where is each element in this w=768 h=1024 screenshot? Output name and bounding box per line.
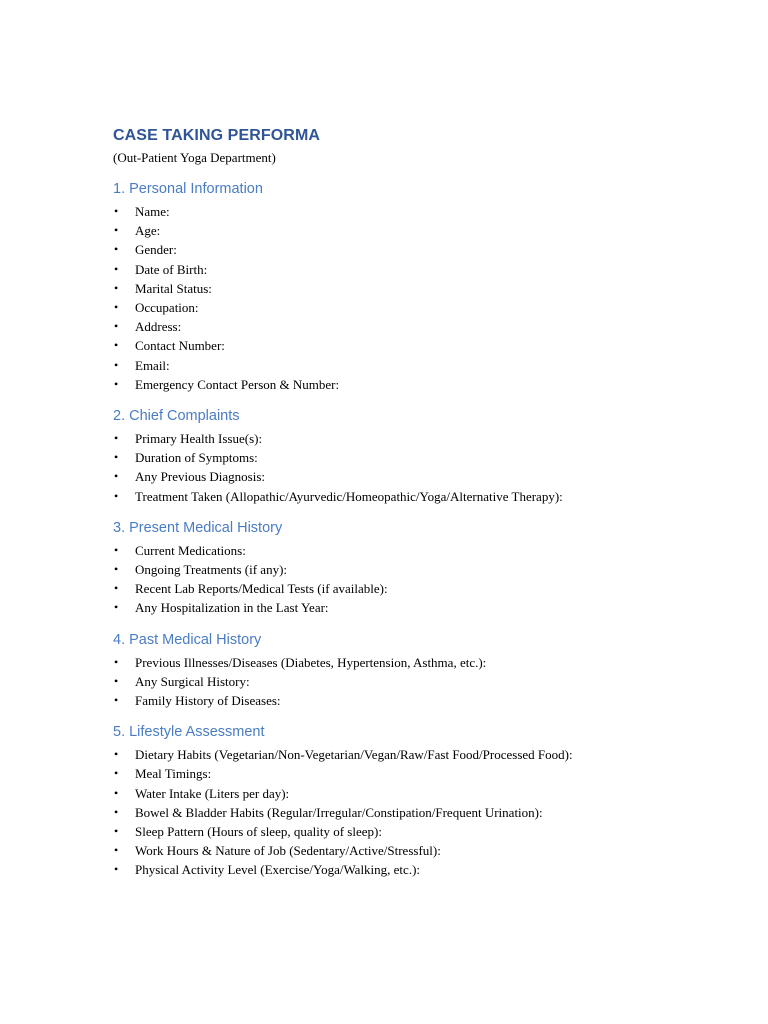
list-item: [113, 803, 713, 822]
list-item-label: Recent Lab Reports/Medical Tests (if available):: [135, 581, 388, 597]
section: [113, 406, 713, 506]
bullet-icon: •: [114, 673, 119, 688]
list-item: [113, 598, 713, 617]
list-item-label: Current Medications:: [135, 542, 246, 558]
bullet-icon: •: [114, 804, 119, 819]
bullet-icon: •: [114, 431, 119, 446]
bullet-icon: •: [114, 319, 119, 334]
bullet-icon: •: [114, 600, 119, 615]
list-item-label: Dietary Habits (Vegetarian/Non-Vegetarian/Vegan/Raw/Fast Food/Processed Food):: [135, 747, 573, 763]
list-item: [113, 467, 713, 486]
list-item: [113, 745, 713, 764]
list-item: [113, 317, 713, 336]
list-item: [113, 240, 713, 259]
list-item-label: Occupation:: [135, 300, 199, 316]
section-heading: 1. Personal Information: [113, 181, 263, 197]
list-item-label: Contact Number:: [135, 338, 225, 354]
bullet-icon: •: [114, 488, 119, 503]
bullet-icon: •: [114, 542, 119, 557]
bullet-icon: •: [114, 766, 119, 781]
list-item-label: Treatment Taken (Allopathic/Ayurvedic/Homeopathic/Yoga/Alternative Therapy):: [135, 488, 563, 504]
list-item: [113, 653, 713, 672]
bullet-icon: •: [114, 785, 119, 800]
document-title: CASE TAKING PERFORMA: [113, 127, 321, 144]
list-item: [113, 691, 713, 710]
list-item: [113, 356, 713, 375]
bullet-list: [113, 653, 713, 711]
list-item-label: Marital Status:: [135, 280, 212, 296]
list-item: [113, 260, 713, 279]
bullet-icon: •: [114, 562, 119, 577]
section-heading: 4. Past Medical History: [113, 631, 262, 648]
list-item-label: Any Surgical History:: [135, 673, 250, 689]
section: [113, 630, 713, 711]
bullet-icon: •: [114, 654, 119, 669]
list-item: [113, 764, 713, 783]
list-item: [113, 560, 713, 579]
bullet-icon: •: [114, 338, 119, 353]
list-item-label: Work Hours & Nature of Job (Sedentary/Active/Stressful):: [135, 843, 441, 859]
sections-container: [113, 179, 713, 880]
bullet-icon: •: [114, 843, 119, 858]
list-item-label: Previous Illnesses/Diseases (Diabetes, Hypertension, Asthma, etc.):: [135, 654, 487, 670]
bullet-icon: •: [114, 242, 119, 257]
list-item-label: Date of Birth:: [135, 261, 208, 277]
bullet-icon: •: [114, 204, 119, 218]
list-item: [113, 860, 713, 879]
section: [113, 179, 713, 394]
list-item: [113, 541, 713, 560]
list-item-label: Duration of Symptoms:: [135, 450, 258, 466]
bullet-icon: •: [114, 824, 119, 839]
bullet-list: [113, 202, 713, 394]
bullet-icon: •: [114, 581, 119, 596]
document-content: [113, 125, 713, 880]
list-item-label: Physical Activity Level (Exercise/Yoga/Walking, etc.):: [135, 862, 421, 878]
section-heading: 2. Chief Complaints: [113, 408, 240, 425]
section-heading: 3. Present Medical History: [113, 519, 283, 536]
bullet-icon: •: [114, 747, 119, 762]
list-item: [113, 487, 713, 506]
list-item-label: Ongoing Treatments (if any):: [135, 562, 288, 578]
bullet-icon: •: [114, 450, 119, 465]
list-item-label: Family History of Diseases:: [135, 693, 281, 709]
list-item: [113, 822, 713, 841]
list-item: [113, 221, 713, 240]
bullet-icon: •: [114, 469, 119, 484]
bullet-icon: •: [114, 223, 119, 238]
bullet-icon: •: [114, 357, 119, 372]
list-item-label: Age:: [135, 223, 161, 239]
bullet-icon: •: [114, 300, 119, 315]
section: [113, 518, 713, 618]
section: [113, 722, 713, 879]
list-item: [113, 672, 713, 691]
bullet-icon: •: [114, 693, 119, 708]
list-item-label: Any Hospitalization in the Last Year:: [135, 600, 329, 616]
section-heading: 5. Lifestyle Assessment: [113, 724, 265, 741]
bullet-list: [113, 429, 713, 506]
list-item-label: Water Intake (Liters per day):: [135, 785, 290, 801]
list-item: [113, 298, 713, 317]
list-item-label: Meal Timings:: [135, 766, 212, 782]
bullet-icon: •: [114, 261, 119, 276]
bullet-icon: •: [114, 280, 119, 295]
bullet-icon: •: [114, 862, 119, 877]
list-item-label: Gender:: [135, 242, 177, 258]
list-item-label: Bowel & Bladder Habits (Regular/Irregular/Constipation/Frequent Urination):: [135, 804, 543, 820]
list-item: [113, 279, 713, 298]
list-item-label: Name:: [135, 204, 170, 219]
list-item-label: Any Previous Diagnosis:: [135, 469, 265, 485]
list-item-label: Emergency Contact Person & Number:: [135, 376, 340, 392]
list-item: [113, 579, 713, 598]
list-item: [113, 202, 713, 221]
list-item-label: Address:: [135, 319, 182, 335]
list-item: [113, 375, 713, 394]
list-item: [113, 784, 713, 803]
list-item: [113, 429, 713, 448]
list-item: [113, 841, 713, 860]
bullet-icon: •: [114, 376, 119, 391]
list-item-label: Email:: [135, 357, 170, 373]
bullet-list: [113, 745, 713, 879]
list-item-label: Primary Health Issue(s):: [135, 431, 263, 447]
list-item: [113, 336, 713, 355]
list-item-label: Sleep Pattern (Hours of sleep, quality of sleep):: [135, 824, 382, 840]
list-item: [113, 448, 713, 467]
document-subtitle: (Out-Patient Yoga Department): [113, 150, 276, 165]
bullet-list: [113, 541, 713, 618]
